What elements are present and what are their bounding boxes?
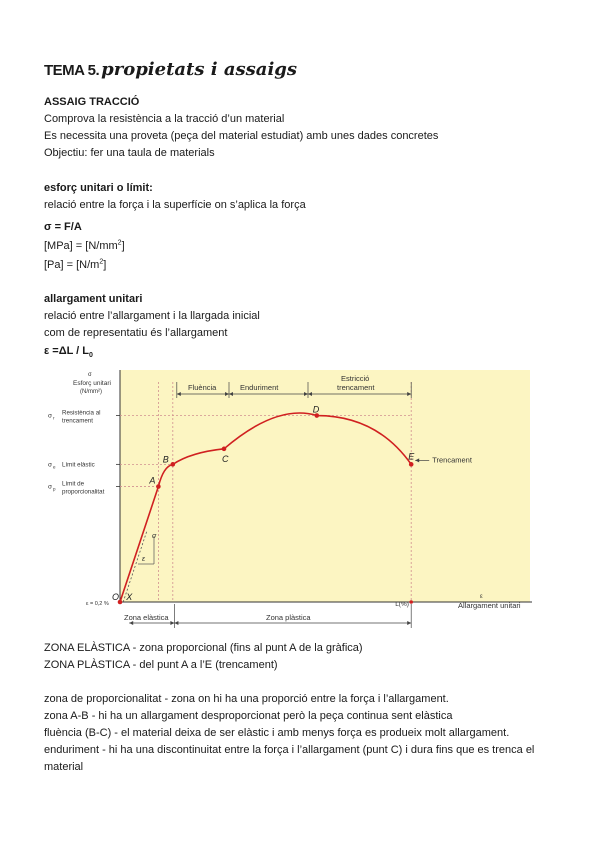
point-label-a: A	[149, 475, 156, 486]
assaig-line-2: Es necessita una proveta (peça del material estudiat) amb unes dades concretes	[44, 130, 439, 142]
y-tick-label: Resistència al	[62, 409, 101, 417]
allargament-line-1: relació entre l’allargament i la llargada inicial	[44, 310, 260, 322]
unit-mpa-sup: 2	[117, 239, 122, 247]
zona-plastica: ZONA PLÀSTICA - del punt A a l’E (trencament)	[44, 659, 278, 671]
point-label-o: O	[112, 592, 120, 602]
point-a	[156, 484, 161, 489]
point-label-d: D	[312, 404, 320, 415]
zone-arrow-plastica-head-left	[174, 621, 178, 625]
annotation-sigma: σ	[152, 533, 157, 540]
x-tick-point	[409, 600, 413, 604]
title-topic: propietats i assaigs	[101, 59, 298, 80]
unit-pa-prefix: [Pa] = [N/m	[44, 259, 100, 271]
region-fluencia: Fluència	[188, 383, 217, 392]
y-tick-symbol: σ	[48, 412, 53, 420]
zona-elastica: ZONA ELÀSTICA - zona proporcional (fins al punt A de la gràfica)	[44, 642, 363, 654]
zone-plastica-label: Zona plàstica	[266, 613, 311, 622]
x-axis-symbol: ε	[480, 594, 483, 600]
y-axis-label: Esforç unitari	[73, 380, 111, 387]
y-tick-sub: p	[53, 486, 56, 492]
unit-mpa	[44, 238, 125, 255]
y-tick-label: Límit elàstic	[62, 461, 95, 469]
point-c	[222, 447, 227, 452]
y-tick-label-2: proporcionalitat	[62, 488, 105, 496]
assaig-line-3: Objectiu: fer una taula de materials	[44, 147, 215, 159]
y-axis-unit: (N/mm²)	[80, 389, 102, 395]
point-label-e: E	[408, 451, 415, 462]
y-tick-sub: e	[53, 464, 56, 470]
zone-arrow-elastica-head-right	[170, 621, 174, 625]
definition-3: fluència (B-C) - el material deixa de ser elàstic i amb menys força es produeix molt allargament.	[44, 727, 510, 739]
unit-mpa-prefix: [MPa] = [N/mm	[44, 240, 118, 252]
definition-2: zona A-B - hi ha un allargament desproporcionat però la peça continua sent elàstica	[44, 710, 453, 722]
y-axis-symbol: σ	[88, 372, 92, 378]
y-tick-label: Límit de	[62, 480, 85, 488]
point-b	[171, 462, 176, 467]
region-estriccio: Estricció	[341, 374, 370, 383]
assaig-line-1: Comprova la resistència a la tracció d’un material	[44, 113, 285, 125]
annotation-epsilon: ε	[142, 556, 146, 563]
trencament-label: Trencament	[432, 455, 472, 465]
region-enduriment: Enduriment	[240, 383, 279, 392]
y-tick-sub: r	[53, 415, 55, 421]
unit-mpa-suffix: ]	[121, 240, 125, 252]
stress-strain-chart	[40, 366, 540, 636]
point-label-x: X	[126, 592, 133, 602]
allargament-formula	[44, 343, 93, 360]
unit-pa-sup: 2	[99, 258, 104, 266]
allargament-heading: allargament unitari	[44, 293, 143, 305]
point-e	[409, 462, 414, 467]
allargament-formula-main: ε =ΔL / L	[44, 345, 90, 357]
esforc-formula: σ = F/A	[44, 221, 82, 233]
zone-elastica-label: Zona elàstica	[124, 613, 169, 622]
zone-arrow-plastica-head-right	[407, 621, 411, 625]
page-title	[44, 46, 297, 83]
title-prefix: TEMA 5.	[44, 62, 100, 79]
x-tick-label: L(%)	[395, 601, 409, 608]
definition-4: enduriment - hi ha una discontinuitat entre la força i l’allargament (punt C) i dura fins que es trenca el material	[44, 744, 535, 773]
esforc-description: relació entre la força i la superfície on s’aplica la força	[44, 199, 306, 211]
point-label-b: B	[162, 454, 169, 465]
y-tick-symbol: σ	[48, 461, 53, 469]
x-tick-label: ε = 0,2 %	[86, 601, 109, 607]
definition-1: zona de proporcionalitat - zona on hi ha una proporció entre la força i l’allargament.	[44, 693, 449, 705]
esforc-heading: esforç unitari o límit:	[44, 182, 153, 194]
y-tick-label-2: trencament	[62, 417, 93, 425]
region-trencament: trencament	[337, 383, 375, 392]
point-label-c: C	[222, 453, 229, 464]
unit-pa	[44, 257, 106, 274]
y-tick-symbol: σ	[48, 483, 53, 491]
plot-background	[120, 370, 530, 602]
assaig-heading: ASSAIG TRACCIÓ	[44, 96, 140, 108]
x-axis-label: Allargament unitari	[458, 601, 521, 610]
allargament-line-2: com de representatiu és l’allargament	[44, 327, 228, 339]
unit-pa-suffix: ]	[103, 259, 107, 271]
allargament-formula-sub: 0	[89, 352, 93, 360]
